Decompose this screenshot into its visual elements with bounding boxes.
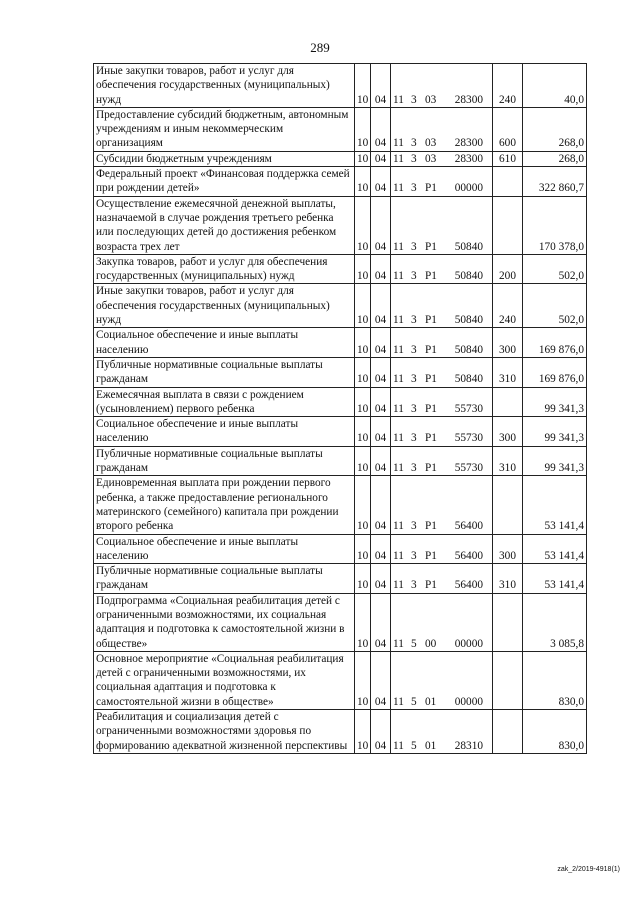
expense-type-cell: 300 [493,328,523,358]
section-code-cell: 10 [355,357,371,387]
program-code-part: P1 [425,402,437,415]
expense-type-cell: 240 [493,64,523,108]
amount-cell: 53 141,4 [523,534,587,564]
program-code-cell [391,64,493,108]
item-name-cell: Социальное обеспечение и иные выплаты населению [94,534,355,564]
amount-cell: 170 378,0 [523,196,587,254]
table-row [94,651,587,709]
expense-type-cell: 300 [493,534,523,564]
subsection-code-cell: 04 [371,446,391,476]
expense-type-cell: 200 [493,254,523,284]
expense-type-cell: 300 [493,417,523,447]
subsection-code-cell: 04 [371,593,391,651]
table-row [94,357,587,387]
amount-cell: 830,0 [523,710,587,754]
amount-cell: 53 141,4 [523,476,587,534]
program-code-part: 3 [411,462,417,475]
program-code-part: 3 [411,93,417,106]
program-code-cell [391,387,493,417]
subsection-code-cell: 04 [371,254,391,284]
expense-type-cell [493,593,523,651]
item-name-cell: Ежемесячная выплата в связи с рождением (усыновлением) первого ребенка [94,387,355,417]
program-code-part: 00000 [454,695,483,708]
amount-cell: 502,0 [523,284,587,328]
section-code-cell: 10 [355,64,371,108]
budget-table [93,63,587,754]
expense-type-cell: 600 [493,107,523,151]
program-code-part: 56400 [454,520,483,533]
program-code-part: 5 [411,739,417,752]
table-row [94,446,587,476]
program-code-part: P1 [425,520,437,533]
program-code-part: 3 [411,314,417,327]
program-code-part: 50840 [454,270,483,283]
section-code-cell: 10 [355,167,371,197]
expense-type-cell: 240 [493,284,523,328]
program-code-part: 3 [411,520,417,533]
program-code-part: 50840 [454,314,483,327]
table-row [94,710,587,754]
program-code-part: 11 [393,695,404,708]
program-code-part: P1 [425,432,437,445]
program-code-part: 56400 [454,579,483,592]
expense-type-cell: 310 [493,564,523,594]
amount-cell: 268,0 [523,151,587,166]
program-code-cell [391,710,493,754]
item-name-cell: Предоставление субсидий бюджетным, автономным учреждениям и иным некоммерческим организациям [94,107,355,151]
program-code-part: P1 [425,343,437,356]
amount-cell: 53 141,4 [523,564,587,594]
table-row [94,254,587,284]
subsection-code-cell: 04 [371,564,391,594]
table-row [94,387,587,417]
section-code-cell: 10 [355,476,371,534]
program-code-part: 00 [425,637,437,650]
expense-type-cell: 310 [493,357,523,387]
table-row [94,151,587,166]
expense-type-cell [493,651,523,709]
program-code-part: P1 [425,373,437,386]
amount-cell: 99 341,3 [523,387,587,417]
section-code-cell: 10 [355,534,371,564]
program-code-part: 3 [411,373,417,386]
subsection-code-cell: 04 [371,417,391,447]
section-code-cell: 10 [355,564,371,594]
section-code-cell: 10 [355,151,371,166]
program-code-cell [391,284,493,328]
table-row [94,167,587,197]
section-code-cell: 10 [355,107,371,151]
program-code-part: 3 [411,579,417,592]
program-code-part: 01 [425,739,437,752]
item-name-cell: Публичные нормативные социальные выплаты гражданам [94,357,355,387]
expense-type-cell [493,476,523,534]
item-name-cell: Федеральный проект «Финансовая поддержка семей при рождении детей» [94,167,355,197]
program-code-part: 11 [393,314,404,327]
section-code-cell: 10 [355,328,371,358]
amount-cell: 322 860,7 [523,167,587,197]
subsection-code-cell: 04 [371,357,391,387]
section-code-cell: 10 [355,710,371,754]
program-code-cell [391,151,493,166]
program-code-part: 28300 [454,137,483,150]
item-name-cell: Основное мероприятие «Социальная реабилитация детей с ограниченными возможностями, их социальная адаптация и подготовка к самостоятельной жизни в обществе» [94,651,355,709]
program-code-part: 11 [393,373,404,386]
program-code-part: 3 [411,152,417,165]
amount-cell: 169 876,0 [523,357,587,387]
expense-type-cell [493,387,523,417]
amount-cell: 99 341,3 [523,417,587,447]
subsection-code-cell: 04 [371,107,391,151]
program-code-part: 50840 [454,240,483,253]
program-code-part: 5 [411,695,417,708]
program-code-cell [391,254,493,284]
program-code-part: 11 [393,270,404,283]
program-code-part: 56400 [454,549,483,562]
program-code-part: 3 [411,432,417,445]
program-code-part: 3 [411,137,417,150]
program-code-part: 28300 [454,93,483,106]
program-code-part: P1 [425,462,437,475]
program-code-cell [391,417,493,447]
program-code-part: 11 [393,93,404,106]
program-code-part: P1 [425,240,437,253]
program-code-cell [391,476,493,534]
subsection-code-cell: 04 [371,387,391,417]
program-code-part: P1 [425,182,437,195]
subsection-code-cell: 04 [371,284,391,328]
program-code-part: 28310 [454,739,483,752]
program-code-cell [391,593,493,651]
program-code-cell [391,564,493,594]
table-row [94,284,587,328]
program-code-part: 00000 [454,637,483,650]
program-code-part: 03 [425,137,437,150]
program-code-part: 11 [393,637,404,650]
section-code-cell: 10 [355,254,371,284]
subsection-code-cell: 04 [371,196,391,254]
subsection-code-cell: 04 [371,328,391,358]
section-code-cell: 10 [355,284,371,328]
subsection-code-cell: 04 [371,651,391,709]
amount-cell: 268,0 [523,107,587,151]
program-code-part: P1 [425,549,437,562]
program-code-part: 00000 [454,182,483,195]
table-row [94,593,587,651]
table-row [94,64,587,108]
item-name-cell: Реабилитация и социализация детей с ограниченными возможностями здоровья по формированию адекватной жизненной перспективы [94,710,355,754]
item-name-cell: Подпрограмма «Социальная реабилитация детей с ограниченными возможностями, их социальная адаптация и подготовка к самостоятельной жизни в обществе» [94,593,355,651]
program-code-part: 11 [393,739,404,752]
page-number: 289 [310,40,330,55]
item-name-cell: Социальное обеспечение и иные выплаты населению [94,417,355,447]
table-row [94,476,587,534]
section-code-cell: 10 [355,196,371,254]
program-code-part: 3 [411,343,417,356]
program-code-part: 3 [411,402,417,415]
table-row [94,564,587,594]
program-code-cell [391,196,493,254]
program-code-cell [391,357,493,387]
program-code-part: 50840 [454,343,483,356]
section-code-cell: 10 [355,651,371,709]
program-code-cell [391,534,493,564]
amount-cell: 830,0 [523,651,587,709]
item-name-cell: Публичные нормативные социальные выплаты гражданам [94,564,355,594]
expense-type-cell: 310 [493,446,523,476]
program-code-part: P1 [425,270,437,283]
program-code-part: 55730 [454,402,483,415]
program-code-part: 03 [425,93,437,106]
expense-type-cell: 610 [493,151,523,166]
table-row [94,107,587,151]
section-code-cell: 10 [355,593,371,651]
item-name-cell: Иные закупки товаров, работ и услуг для обеспечения государственных (муниципальных) нужд [94,284,355,328]
amount-cell: 99 341,3 [523,446,587,476]
section-code-cell: 10 [355,417,371,447]
program-code-cell [391,328,493,358]
subsection-code-cell: 04 [371,710,391,754]
table-row [94,328,587,358]
document-code: zak_2/2019-4918(1) [557,866,620,873]
program-code-part: 3 [411,182,417,195]
program-code-part: 5 [411,637,417,650]
amount-cell: 169 876,0 [523,328,587,358]
program-code-part: 11 [393,579,404,592]
item-name-cell: Иные закупки товаров, работ и услуг для обеспечения государственных (муниципальных) нужд [94,64,355,108]
program-code-cell [391,651,493,709]
amount-cell: 502,0 [523,254,587,284]
program-code-part: 55730 [454,462,483,475]
program-code-part: 55730 [454,432,483,445]
amount-cell: 40,0 [523,64,587,108]
section-code-cell: 10 [355,446,371,476]
program-code-part: 11 [393,137,404,150]
table-body [94,64,587,754]
program-code-part: 28300 [454,152,483,165]
expense-type-cell [493,196,523,254]
program-code-part: 11 [393,240,404,253]
amount-cell: 3 085,8 [523,593,587,651]
expense-type-cell [493,710,523,754]
program-code-part: 11 [393,182,404,195]
program-code-part: 01 [425,695,437,708]
program-code-part: 11 [393,432,404,445]
subsection-code-cell: 04 [371,151,391,166]
program-code-part: 50840 [454,373,483,386]
program-code-part: 3 [411,270,417,283]
program-code-part: P1 [425,314,437,327]
item-name-cell: Публичные нормативные социальные выплаты гражданам [94,446,355,476]
expense-type-cell [493,167,523,197]
program-code-cell [391,446,493,476]
item-name-cell: Субсидии бюджетным учреждениям [94,151,355,166]
program-code-part: 11 [393,549,404,562]
subsection-code-cell: 04 [371,476,391,534]
table-row [94,196,587,254]
program-code-cell [391,167,493,197]
subsection-code-cell: 04 [371,167,391,197]
program-code-part: 11 [393,462,404,475]
item-name-cell: Социальное обеспечение и иные выплаты населению [94,328,355,358]
section-code-cell: 10 [355,387,371,417]
subsection-code-cell: 04 [371,64,391,108]
program-code-cell [391,107,493,151]
item-name-cell: Единовременная выплата при рождении первого ребенка, а также предоставление регионального материнского (семейного) капитала при рождении второго ребенка [94,476,355,534]
table-row [94,417,587,447]
program-code-part: 3 [411,549,417,562]
subsection-code-cell: 04 [371,534,391,564]
item-name-cell: Закупка товаров, работ и услуг для обеспечения государственных (муниципальных) нужд [94,254,355,284]
program-code-part: 03 [425,152,437,165]
program-code-part: 11 [393,402,404,415]
program-code-part: 11 [393,152,404,165]
program-code-part: 11 [393,520,404,533]
item-name-cell: Осуществление ежемесячной денежной выплаты, назначаемой в случае рождения третьего ребенка или последующих детей до достижения ребенком возраста трех лет [94,196,355,254]
table-row [94,534,587,564]
program-code-part: 11 [393,343,404,356]
program-code-part: P1 [425,579,437,592]
program-code-part: 3 [411,240,417,253]
